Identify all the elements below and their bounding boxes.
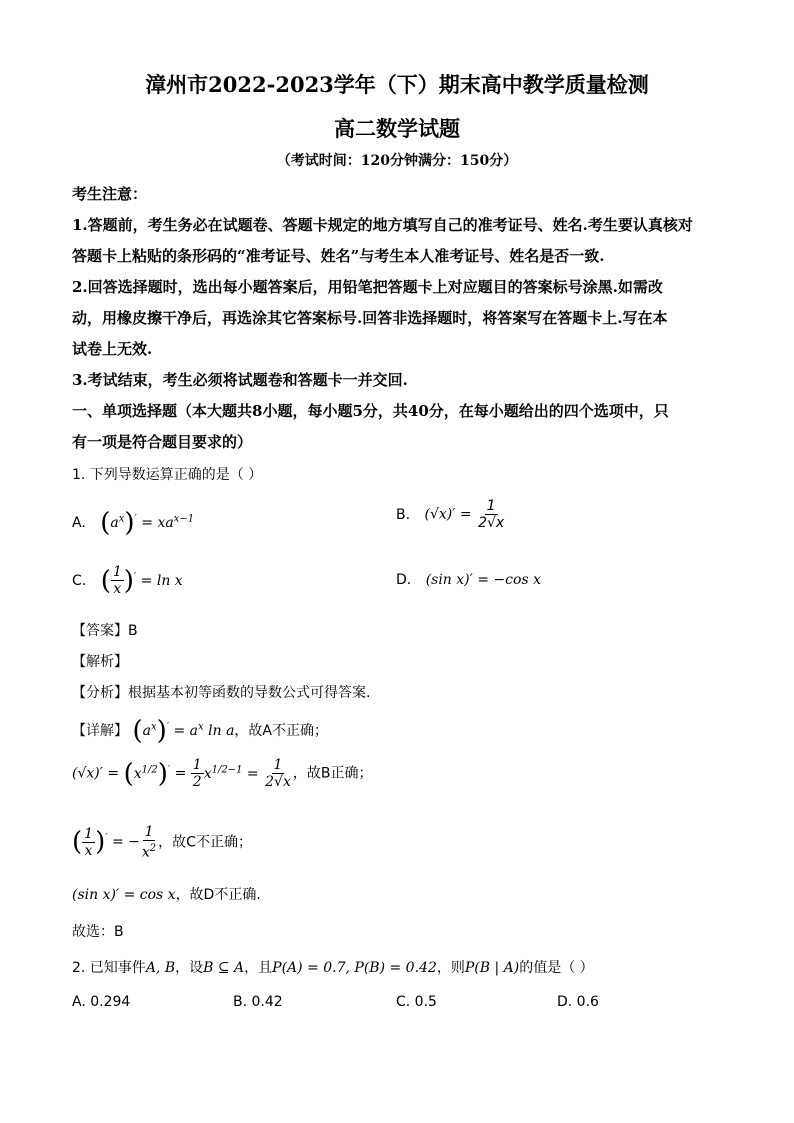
q1-answer-value: B [128,623,138,639]
exam-title: 漳州市2022-2023学年（下）期末高中教学质量检测 [145,72,649,97]
q1-fenxi [72,682,722,702]
q2-subset: B ⊆ A [203,960,245,976]
notice-item3: 3.考试结束，考生必须将试题卷和答题卡一并交回. [72,371,408,389]
q1-choice: 故选：B [72,924,124,940]
q2-option-a: A. 0.294 [72,994,131,1010]
answer-tag: 【答案】 [72,623,128,639]
notice-item2-line1: 2.回答选择题时，选出每小题答案后，用铅笔把答题卡上对应题目的答案标号涂黑.如需改 [72,278,663,296]
fenxi-tag: 【分析】 [72,685,128,701]
notice-item2-line2: 动，用橡皮擦干净后，再选涂其它答案标号.回答非选择题时，将答案写在答题卡上.写在本 [72,309,668,327]
q1-answer [72,620,722,640]
notice-item2-line3: 试卷上无效. [72,340,153,358]
q2-option-c: C. 0.5 [396,994,437,1010]
q1-step2: $(√x)' = (x^{1/2})'$ = $\frac{1}{2}$ $x^{1/2-1}$ = $\frac{1}{2√x}$ ，故B正确； [72,757,373,790]
q1-step4 [72,884,722,904]
fenxi-text: 根据基本初等函数的导数公式可得答案. [128,685,371,701]
q1-option-a: A. $(a^x)' = xa^{x-1}$ [72,508,195,538]
step3-text: ，故C不正确； [158,834,252,851]
step4-text: ，故D不正确. [175,887,261,903]
q1-option-b-expr: (√x)′ = [424,506,472,523]
q1-step3: ( $\frac{1}{x}$ )′ = − $\frac{1}{x^2}$ ，故C不正确； [72,824,252,861]
q2-stem [72,957,722,977]
q1-option-c: C. ( $\frac{1}{x}$ )′ = ln x [72,564,183,597]
exam-subtitle: 高二数学试题 [334,116,460,141]
q1-option-d-expr: (sin x)′ = −cos x [425,572,541,588]
q1-stem: 1. 下列导数运算正确的是（ ） [72,467,263,483]
q2-option-d: D. 0.6 [557,994,599,1010]
step1-exp: x [198,721,204,733]
q1-option-d-label: D. [396,572,412,588]
step1-text: ，故A不正确； [234,723,328,739]
q1-option-b-den: 2√x [478,515,505,531]
q1-option-d [396,572,541,588]
q2-events: A, B [145,960,176,976]
q1-option-c-label: C. [72,572,87,589]
q2-stem-suffix: 的值是（ ） [519,960,594,976]
step2-text: ，故B正确； [292,765,373,782]
q2-stem-mid3: ，则 [436,960,465,976]
q2-cond: P(B | A) [464,960,520,976]
q1-option-a-expr: = xa [141,515,174,531]
q2-stem-mid1: ，设 [175,960,204,976]
section1-heading-line2: 有一项是符合题目要求的） [72,433,253,451]
q1-option-b-label: B. [396,506,411,523]
q2-probs: P(A) = 0.7, P(B) = 0.42 [272,960,437,976]
step2-mid: = [174,765,187,782]
q1-option-b [396,498,506,531]
step1-tail: ln a [203,723,235,739]
step4-expr: (sin x)′ = cos x [72,887,176,903]
q1-option-c-expr: = ln x [140,572,183,589]
q1-step1: 【详解】 $(a^x)' = a^x$ ln a，故A不正确； [72,716,328,746]
q1-option-a-exp: x−1 [173,513,195,525]
notice-item1-line2: 答题卡上粘贴的条形码的“准考证号、姓名”与考生本人准考证号、姓名是否一致. [72,247,605,265]
section1-heading-line1: 一、单项选择题（本大题共8小题，每小题5分，共40分，在每小题给出的四个选项中，只 [72,402,669,420]
step1-expr: = a [173,723,199,739]
q2-stem-prefix: 2. 已知事件 [72,960,146,976]
q2-stem-mid2: ，且 [244,960,273,976]
q1-option-a-label: A. [72,515,86,531]
notice-item1-line1: 1.答题前，考生务必在试题卷、答题卡规定的地方填写自己的准考证号、姓名.考生要认真核对 [72,216,693,234]
q1-analysis-tag: 【解析】 [72,654,128,670]
q2-option-b: B. 0.42 [233,994,283,1010]
step2-left: (√x)′ = [72,765,120,782]
notice-heading: 考生注意： [72,185,148,203]
xiangjie-tag: 【详解】 [72,723,128,739]
exam-info: （考试时间：120分钟满分：150分） [276,153,518,169]
q1-option-b-num: 1 [486,498,496,514]
